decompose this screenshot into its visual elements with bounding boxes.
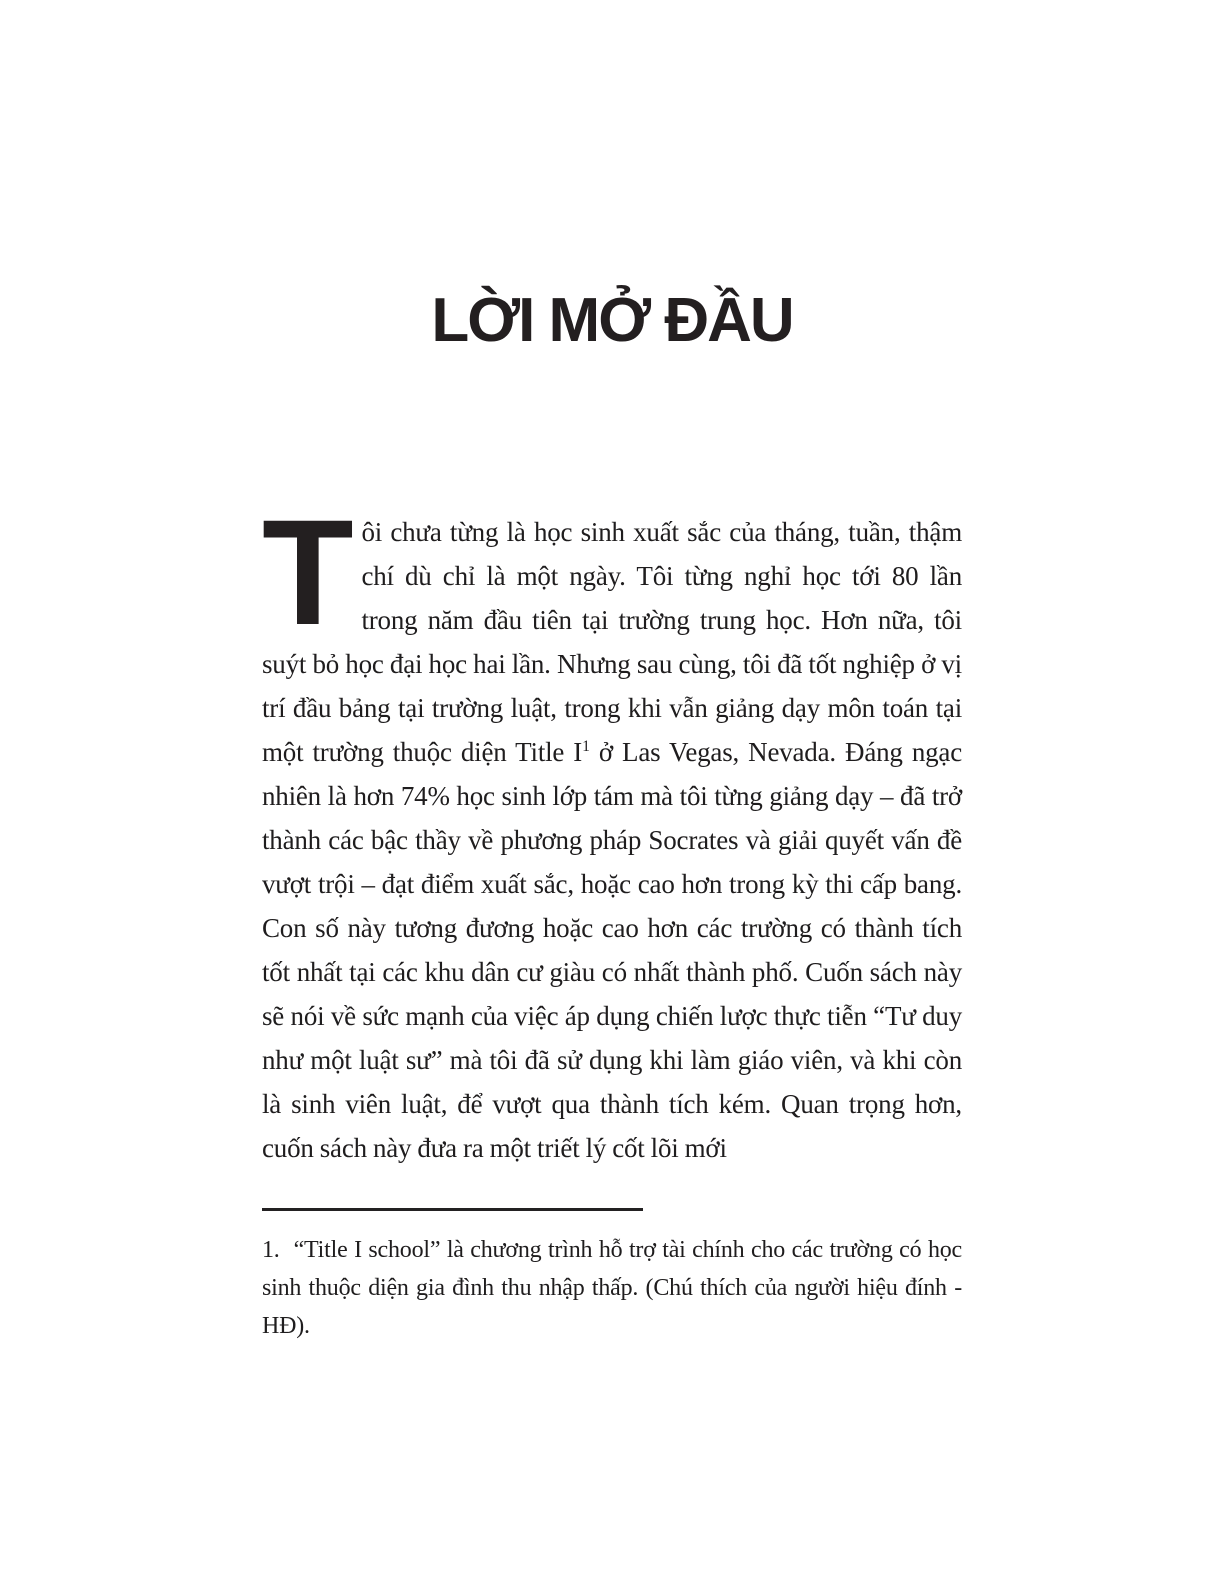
body-text-after-ref: ở Las Vegas, Nevada. Đáng ngạc nhiên là hơn 74% học sinh lớp tám mà tôi từng giảng dạy – đã trở thành các bậc thầy về phương pháp Socrates và giải quyết vấn đề vượt trội – đạt điểm xuất sắc, hoặc cao hơn trong kỳ thi cấp bang. Con số này tương đương hoặc cao hơn các trường có thành tích tốt nhất tại các khu dân cư giàu có nhất thành phố. Cuốn sách này sẽ nói về sức mạnh của việc áp dụng chiến lược thực tiễn “Tư duy như một luật sư” mà tôi đã sử dụng khi làm giáo viên, và khi còn là sinh viên luật, để vượt qua thành tích kém. Quan trọng hơn, cuốn sách này đưa ra một triết lý cốt lõi mới [262, 737, 962, 1163]
footnote [262, 1231, 962, 1345]
footnote-marker: 1. [262, 1237, 280, 1263]
footnote-text: “Title I school” là chương trình hỗ trợ tài chính cho các trường có học sinh thuộc diện gia đình thu nhập thấp. (Chú thích của người hiệu đính - HĐ). [262, 1237, 962, 1339]
footnote-ref-superscript: 1 [582, 738, 590, 755]
body-paragraph [262, 488, 962, 1170]
footnote-divider [262, 1208, 643, 1211]
drop-cap: T [262, 488, 354, 656]
body-column [262, 488, 962, 1345]
chapter-title: LỜI MỞ ĐẦU [431, 286, 793, 355]
body-text-before-ref: ôi chưa từng là học sinh xuất sắc của tháng, tuần, thậm chí dù chỉ là một ngày. Tôi từng nghỉ học tới 80 lần trong năm đầu tiên tại trường trung học. Hơn nữa, tôi suýt bỏ học đại học hai lần. Nhưng sau cùng, tôi đã tốt nghiệp ở vị trí đầu bảng tại trường luật, trong khi vẫn giảng dạy môn toán tại một trường thuộc diện Title I [262, 517, 962, 767]
